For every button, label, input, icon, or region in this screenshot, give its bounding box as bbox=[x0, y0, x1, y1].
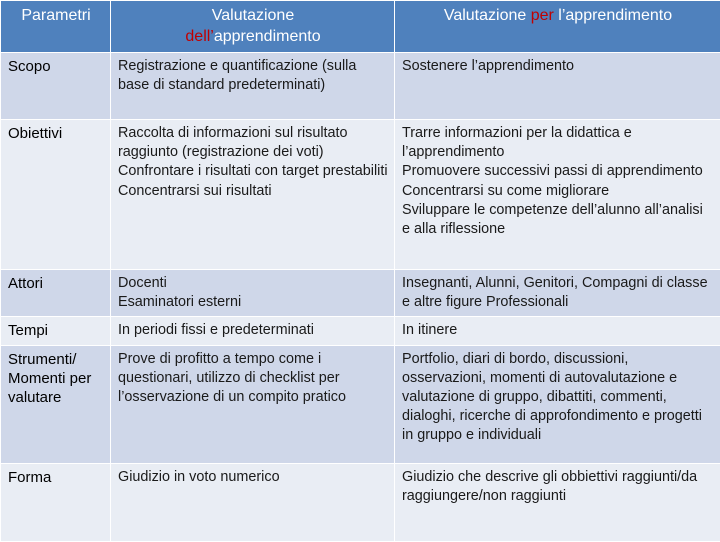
cell-text-line: Prove di profitto a tempo come i questionari, utilizzo di checklist per l’osservazione di un compito pratico bbox=[118, 350, 388, 408]
row-col3-cell bbox=[395, 345, 720, 463]
cell-text-line: Raccolta di informazioni sul risultato raggiunto (registrazione dei voti) bbox=[118, 124, 388, 162]
row-label: Forma bbox=[1, 463, 111, 541]
row-label: Strumenti/ Momenti per valutare bbox=[1, 345, 111, 463]
table-header bbox=[1, 1, 720, 53]
table-row bbox=[1, 53, 720, 120]
header-row bbox=[1, 1, 720, 53]
table-row bbox=[1, 270, 720, 317]
row-col3-cell bbox=[395, 463, 720, 541]
header-col3-post: l’apprendimento bbox=[554, 7, 672, 24]
row-col2-cell bbox=[111, 270, 395, 317]
row-col3-cell bbox=[395, 317, 720, 345]
row-col2-cell bbox=[111, 345, 395, 463]
cell-text-line: Concentrarsi sui risultati bbox=[118, 182, 388, 201]
header-col2-line1: Valutazione bbox=[118, 5, 388, 26]
header-col3-pre: Valutazione bbox=[444, 7, 531, 24]
header-valutazione-per-apprendimento bbox=[395, 1, 720, 53]
row-col3-cell bbox=[395, 270, 720, 317]
header-col2-line2 bbox=[118, 26, 388, 47]
cell-text-line: In itinere bbox=[402, 321, 714, 340]
row-col2-cell bbox=[111, 120, 395, 270]
cell-text-line: Giudizio che descrive gli obbiettivi raggiunti/da raggiungere/non raggiunti bbox=[402, 468, 714, 506]
row-label: Tempi bbox=[1, 317, 111, 345]
header-valutazione-dell-apprendimento bbox=[111, 1, 395, 53]
row-label: Attori bbox=[1, 270, 111, 317]
cell-text-line: Registrazione e quantificazione (sulla base di standard predeterminati) bbox=[118, 57, 388, 95]
table-body bbox=[1, 53, 720, 542]
table-row bbox=[1, 317, 720, 345]
table-row bbox=[1, 120, 720, 270]
header-parametri-text: Parametri bbox=[21, 7, 90, 24]
header-col3-highlight: per bbox=[531, 7, 554, 24]
row-label: Scopo bbox=[1, 53, 111, 120]
cell-text-line: Trarre informazioni per la didattica e l’apprendimento bbox=[402, 124, 714, 162]
row-label: Obiettivi bbox=[1, 120, 111, 270]
header-parametri bbox=[1, 1, 111, 53]
cell-text-line: Giudizio in voto numerico bbox=[118, 468, 388, 487]
cell-text-line: Portfolio, diari di bordo, discussioni, osservazioni, momenti di autovalutazione e valutazione di gruppo, dibattiti, commenti, dialoghi, ricerche di approfondimento e progetti in gruppo e individuali bbox=[402, 350, 714, 446]
cell-text-line: Insegnanti, Alunni, Genitori, Compagni di classe e altre figure Professionali bbox=[402, 274, 714, 312]
cell-text-line: In periodi fissi e predeterminati bbox=[118, 321, 388, 340]
cell-text-line: Concentrarsi su come migliorare bbox=[402, 182, 714, 201]
cell-text-line: Docenti bbox=[118, 274, 388, 293]
cell-text-line: Esaminatori esterni bbox=[118, 293, 388, 312]
table-row bbox=[1, 463, 720, 541]
row-col3-cell bbox=[395, 53, 720, 120]
row-col2-cell bbox=[111, 53, 395, 120]
cell-text-line: Sostenere l’apprendimento bbox=[402, 57, 714, 76]
row-col2-cell bbox=[111, 317, 395, 345]
cell-text-line: Promuovere successivi passi di apprendimento bbox=[402, 162, 714, 181]
cell-text-line: Sviluppare le competenze dell’alunno all’analisi e alla riflessione bbox=[402, 201, 714, 239]
row-col3-cell bbox=[395, 120, 720, 270]
row-col2-cell bbox=[111, 463, 395, 541]
cell-text-line: Confrontare i risultati con target prestabiliti bbox=[118, 162, 388, 181]
header-col2-highlight: dell’ bbox=[185, 28, 213, 45]
header-col2-rest: apprendimento bbox=[214, 28, 321, 45]
table-row bbox=[1, 345, 720, 463]
